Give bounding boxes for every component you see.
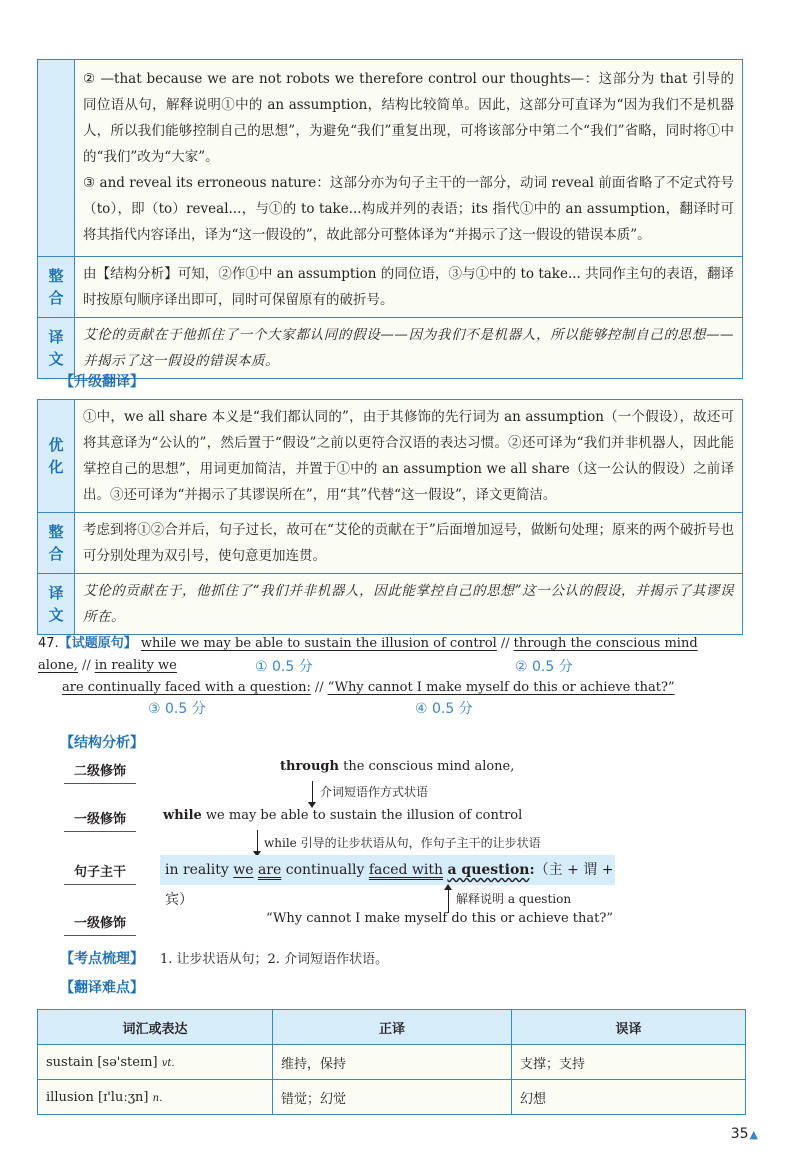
expression-cell	[38, 1045, 273, 1080]
expression-cell	[38, 1080, 273, 1115]
level1-rest: we may be able to sustain the illusion of control	[201, 808, 523, 823]
arrow-down-2	[257, 830, 258, 852]
main-colon: :	[529, 862, 535, 878]
integrate-text: 由【结构分析】可知，②作①中 an assumption 的同位语，③与①中的 to take... 共同作主句的表语，翻译时按原句顺序译出即可，同时可保留原有的破折号。	[75, 257, 742, 317]
structure-heading: 【结构分析】	[60, 735, 144, 751]
integrate-row	[38, 256, 742, 317]
level1-text	[163, 808, 522, 823]
header-wrong: 误译	[512, 1010, 746, 1045]
difficulty-heading: 【翻译难点】	[60, 980, 144, 996]
main-verb-faced: faced with	[368, 862, 443, 878]
question-number: 47.	[38, 636, 59, 651]
main-object: a question	[447, 862, 530, 878]
correct-cell: 维持，保持	[273, 1045, 512, 1080]
arrow3-note: 解释说明 a question	[456, 892, 572, 906]
translation-row	[38, 317, 742, 378]
arrow-down-1	[312, 781, 313, 803]
table-header-row	[38, 1010, 746, 1045]
integrate-row-2	[38, 512, 742, 573]
upgrade-box	[37, 399, 743, 635]
arrow1-note: 介词短语作方式状语	[320, 785, 429, 799]
optimize-label: 优化	[38, 400, 75, 512]
integrate-text-2: 考虑到将①②合并后，句子过长，故可在“艾伦的贡献在于”后面增加逗号，做断句处理；原来的两个破折号也可分别处理为双引号，使句意更加连贯。	[75, 513, 742, 573]
header-expression: 词汇或表达	[38, 1010, 273, 1045]
translation-label: 译文	[38, 318, 75, 378]
level2-text	[280, 759, 514, 774]
level2-rest: the conscious mind alone,	[338, 759, 515, 774]
analysis-box-continued	[37, 59, 743, 379]
table-row	[38, 1045, 746, 1080]
part-of-speech: n.	[152, 1092, 163, 1104]
level1b-text: “Why cannot I make myself do this or achieve that?”	[266, 911, 613, 926]
question-47-line-1	[38, 633, 758, 677]
segment-2: through the conscious mind alone,	[38, 636, 698, 673]
part-of-speech: vt.	[161, 1057, 175, 1069]
word: sustain [sə'steɪn]	[46, 1054, 158, 1070]
word: illusion [ɪ'luːʒn]	[46, 1089, 149, 1105]
integrate-label-2: 整合	[38, 513, 75, 573]
level2-label: 二级修饰	[64, 760, 136, 784]
upgrade-heading: 【升级翻译】	[60, 374, 144, 390]
header-correct: 正译	[273, 1010, 512, 1045]
separator: //	[81, 658, 91, 673]
wrong-cell: 幻想	[512, 1080, 746, 1115]
arrow-up-3	[448, 889, 449, 913]
table-row	[38, 1080, 746, 1115]
analysis-para-3: ③ and reveal its erroneous nature：这部分亦为句子主干的一部分，动词 reveal 前面省略了不定式符号（to），即（to）reveal...，与①的 to take...构成并列的表语；its 指代①中的 an assumption，翻译时可将其指代内容译出，译为“这一假设的”，故此部分可整体译为“并揭示了这一假设的错误本质”。	[83, 175, 734, 243]
score-1: ① 0.5 分	[255, 659, 313, 675]
main-pre: in reality	[165, 862, 234, 878]
score-2: ② 0.5 分	[515, 659, 573, 675]
level2-keyword: through	[280, 759, 339, 774]
score-4: ④ 0.5 分	[415, 701, 473, 717]
main-adverb: continually	[281, 862, 369, 878]
translation-row-2	[38, 573, 742, 634]
graduation-cap-icon: ▲	[749, 1128, 758, 1141]
main-label: 句子主干	[64, 861, 136, 885]
page-number	[731, 1126, 758, 1142]
difficulty-table	[37, 1009, 746, 1115]
optimize-text: ①中，we all share 本义是“我们都认同的”，由于其修饰的先行词为 an assumption（一个假设），故还可将其意译为“公认的”，然后置于“假设”之前以更符合汉语的表达习惯。②还可译为“我们并非机器人，因此能掌控自己的思想”，用词更加简洁，并置于①中的 an assumption we all share（这一公认的假设）之前译出。③还可译为“并揭示了其谬误所在”，用“其”代替“这一假设”，译文更简洁。	[75, 400, 742, 512]
main-verb-are: are	[257, 862, 282, 878]
page-number-text: 35	[730, 1126, 749, 1142]
keypoints-text: 1. 让步状语从句；2. 介词短语作状语。	[160, 952, 389, 967]
keypoints-heading: 【考点梳理】	[60, 951, 144, 967]
optimize-row	[38, 400, 742, 512]
arrow2-note: while 引导的让步状语从句，作句子主干的让步状语	[264, 836, 541, 850]
translation-text-2: 艾伦的贡献在于，他抓住了“我们并非机器人，因此能掌控自己的思想”这一公认的假设，并揭示了其谬误所在。	[75, 574, 742, 634]
row-label-empty	[38, 60, 75, 256]
segment-3a: in reality we	[94, 658, 177, 673]
integrate-label: 整合	[38, 257, 75, 317]
analysis-para-2: ② —that because we are not robots we therefore control our thoughts—：这部分为 that 引导的同位语从句，解释说明①中的 an assumption，结构比较简单。因此，这部分可直译为“因为我们不是机器人，所以我们能够控制自己的思想”，为避免“我们”重复出现，可将该部分中第二个“我们”省略，同时将①中的“我们”改为“大家”。	[83, 71, 734, 165]
correct-cell: 错觉；幻觉	[273, 1080, 512, 1115]
segment-3b: are continually faced with a question:	[62, 680, 311, 695]
segment-1: while we may be able to sustain the illusion of control	[140, 636, 497, 651]
question-47-line-2	[62, 677, 782, 699]
level1-label: 一级修饰	[64, 808, 136, 832]
score-3: ③ 0.5 分	[148, 701, 206, 717]
translation-label-2: 译文	[38, 574, 75, 634]
analysis-row-continued	[38, 60, 742, 256]
separator: //	[500, 636, 510, 651]
analysis-text	[75, 60, 742, 256]
main-pattern: （主 + 谓 + 宾）	[165, 862, 614, 908]
separator: //	[314, 680, 324, 695]
level1-keyword: while	[163, 808, 202, 823]
original-sentence-tag: 【试题原句】	[58, 636, 137, 651]
segment-4: “Why cannot I make myself do this or achieve that?”	[327, 680, 675, 695]
translation-text: 艾伦的贡献在于他抓住了一个大家都认同的假设——因为我们不是机器人，所以能够控制自己的思想——并揭示了这一假设的错误本质。	[75, 318, 742, 378]
wrong-cell: 支撑；支持	[512, 1045, 746, 1080]
level1b-label: 一级修饰	[64, 912, 136, 936]
main-subject: we	[233, 862, 254, 878]
